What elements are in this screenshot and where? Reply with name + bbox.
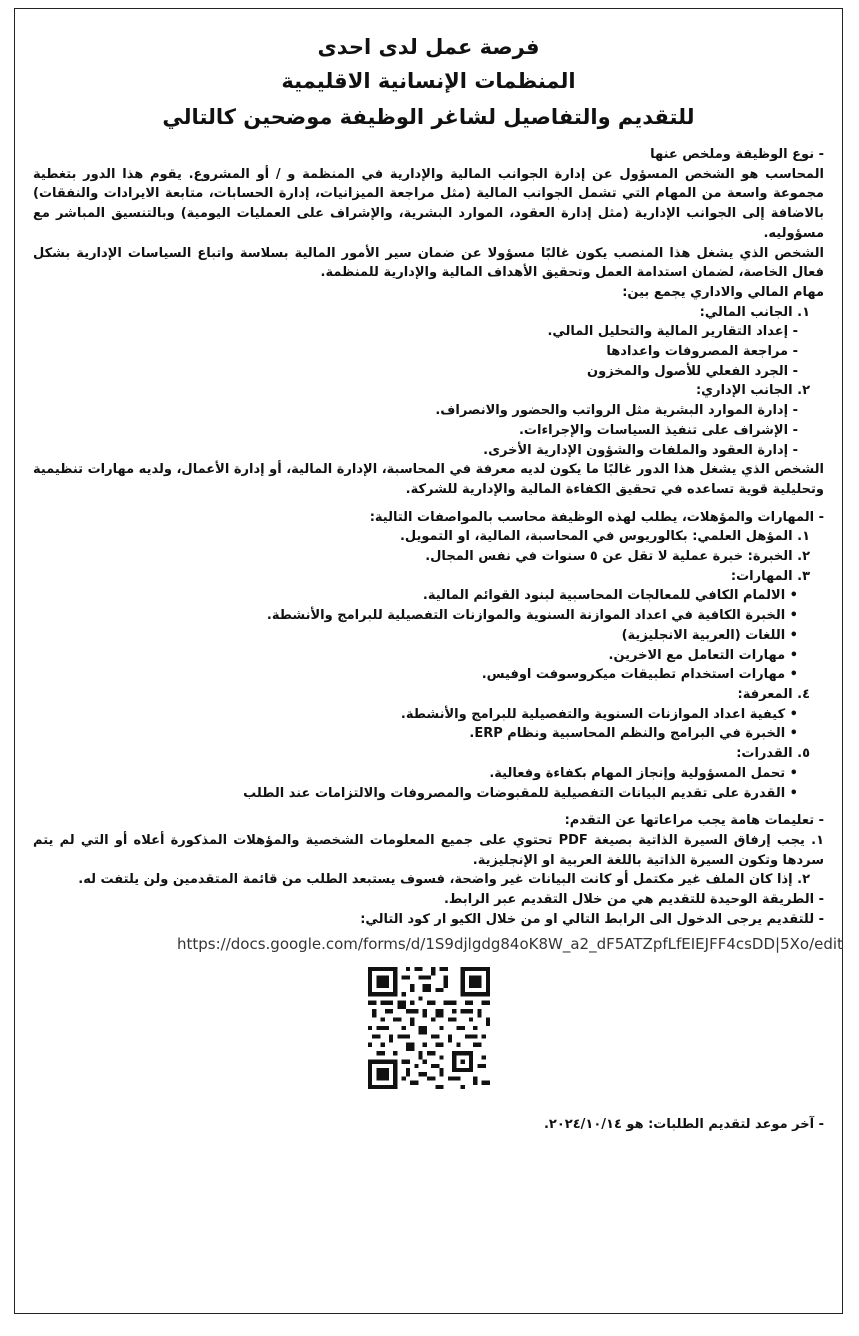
details-title: للتقديم والتفاصيل لشاغر الوظيفة موضحين كالتالي <box>162 105 695 129</box>
list-item: • كيفية اعداد الموازنات السنوية والتفصيلية للبرامج والأنشطة. <box>400 706 798 722</box>
application-deadline: - آخر موعد لتقديم الطلبات: هو ٢٠٢٤/١٠/١٤. <box>543 1117 824 1133</box>
duties-heading: مهام المالي والاداري يجمع بين: <box>622 284 824 300</box>
instructions-section <box>33 811 843 957</box>
list-item: - الجرد الفعلي للأصول والمخزون <box>587 363 798 379</box>
financial-heading: ١. الجانب المالي: <box>699 304 810 320</box>
duties-section <box>33 283 824 500</box>
experience-item: ٢. الخبرة: خبرة عملية لا تقل عن ٥ سنوات في نفس المجال. <box>425 549 810 565</box>
qualifications-heading: - المهارات والمؤهلات، يطلب لهذه الوظيفة محاسب بالمواصفات التالية: <box>369 509 824 525</box>
list-item: • مهارات التعامل مع الاخرين. <box>608 647 798 663</box>
qr-code-container <box>33 967 824 1089</box>
instruction-item: - للتقديم يرجى الدخول الى الرابط التالي او من خلال الكيو ار كود التالي: <box>360 911 824 927</box>
qualifications-section <box>33 508 824 804</box>
list-item: • الخبرة في البرامج والنظم المحاسبية ونظام ERP. <box>469 726 798 742</box>
job-summary-section <box>33 145 824 283</box>
list-item: • تحمل المسؤولية وإنجاز المهام بكفاءة وفعالية. <box>489 765 798 781</box>
list-item: - الإشراف على تنفيذ السياسات والإجراءات. <box>518 422 798 438</box>
list-item: • اللغات (العربية الانجليزية) <box>621 627 798 643</box>
list-item: • مهارات استخدام تطبيقات ميكروسوفت اوفيس. <box>481 667 798 683</box>
list-item: • القدرة على تقديم البيانات التفصيلية للمقبوضات والمصروفات والالتزامات عند الطلب <box>243 785 798 801</box>
knowledge-heading: ٤. المعرفة: <box>737 686 810 702</box>
abilities-heading: ٥. القدرات: <box>736 746 810 762</box>
duties-closing-paragraph: الشخص الذي يشغل هذا الدور غالبًا ما يكون لديه معرفة في المحاسبة، الإدارة المالية، أو إدارة الأعمال، ولديه مهارات تنظيمية وتحليلية قوية تساعده في تحقيق الكفاءة المالية والإدارية للشركة. <box>33 462 824 497</box>
instruction-item: ١. يجب إرفاق السيرة الذاتية بصيغة PDF تحتوي على جميع المعلومات الشخصية والمؤهلات المذكورة أعلاه أو التي لم يتم سردها وتكون السيرة الذاتية باللغة العربية او الإنجليزية. <box>33 832 824 868</box>
education-item: ١. المؤهل العلمي: بكالوريوس في المحاسبة، المالية، او التمويل. <box>399 529 810 545</box>
list-item: • الالمام الكافي للمعالجات المحاسبية لبنود القوائم المالية. <box>422 588 798 604</box>
skills-heading: ٣. المهارات: <box>730 568 810 584</box>
posting-title: فرصة عمل لدى احدى <box>317 35 540 59</box>
header <box>33 31 824 135</box>
instruction-item: - الطريقة الوحيدة للتقديم هي من خلال التقديم عبر الرابط. <box>443 892 824 908</box>
list-item: • الخبرة الكافية في اعداد الموازنة السنوية والموازنات التفصيلية للبرامج والأنشطة. <box>266 608 798 624</box>
job-summary-paragraph: المحاسب هو الشخص المسؤول عن إدارة الجوانب المالية والإدارية في المنظمة و / أو المشروع. يقوم هذا الدور بتغطية مجموعة واسعة من المهام التي تشمل الجوانب المالية (مثل مراجعة الميزانيات، إدارة الحسابات، متابعة الايرادات والنفقات) بالاضافة إلى الجوانب الإدارية (مثل إدارة العقود، الموارد البشرية، والإشراف على العمليات اليومية) وبالتنسيق المباشر مع مسؤوليه. <box>33 166 824 241</box>
list-item: - مراجعة المصروفات واعدادها <box>606 344 798 360</box>
application-link[interactable]: https://docs.google.com/forms/d/1S9djlgdg84oK8W_a2_dF5ATZpfLfEIEJFF4csDD|5Xo/edit <box>177 935 843 954</box>
job-role-paragraph: الشخص الذي يشغل هذا المنصب يكون غالبًا مسؤولا عن ضمان سير الأمور المالية بسلاسة واتباع السياسات الإدارية بشكل فعال الخاصة، لضمان استدامة العمل وتحقيق الأهداف المالية والإدارية للمنظمة. <box>33 245 824 281</box>
list-item: - إعداد التقارير المالية والتحليل المالي. <box>547 324 798 340</box>
list-item: - إدارة الموارد البشرية مثل الرواتب والحضور والانصراف. <box>435 403 798 419</box>
admin-heading: ٢. الجانب الإداري: <box>695 383 810 399</box>
job-posting-page <box>14 8 843 1314</box>
instruction-item: ٢. إذا كان الملف غير مكتمل أو كانت البيانات غير واضحة، فسوف يستبعد الطلب من قائمة المتقدمين ولن يلتفت له. <box>78 872 810 888</box>
instructions-heading: - تعليمات هامة يجب مراعاتها عن التقدم: <box>564 813 824 829</box>
job-summary-heading: - نوع الوظيفة وملخص عنها <box>650 147 824 162</box>
list-item: - إدارة العقود والملفات والشؤون الإدارية الأخرى. <box>483 442 798 458</box>
qr-code-icon[interactable] <box>368 967 490 1089</box>
organization-title: المنظمات الإنسانية الاقليمية <box>281 69 576 93</box>
